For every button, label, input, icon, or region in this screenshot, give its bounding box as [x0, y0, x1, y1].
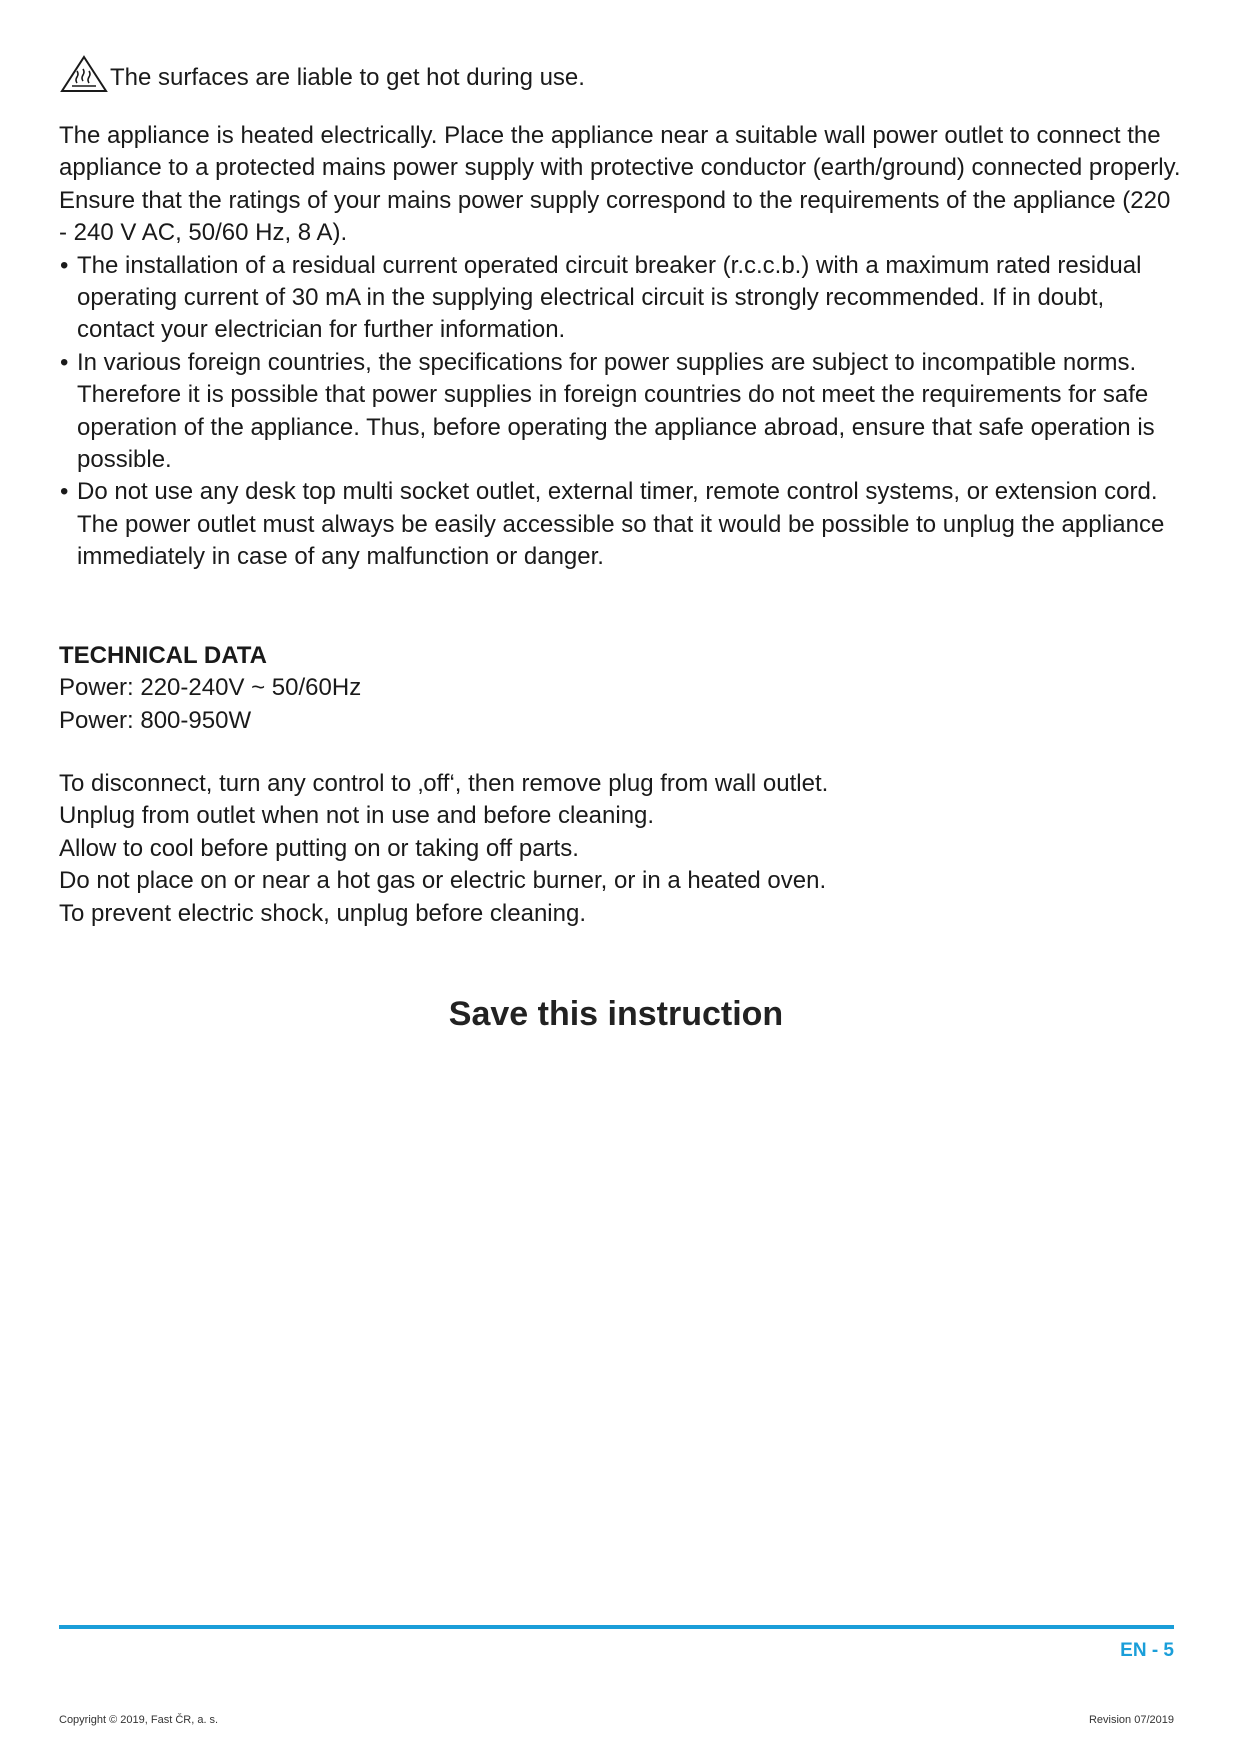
power-supply-line: Power: 220-240V ~ 50/60Hz	[59, 674, 362, 702]
hot-surface-warning-icon	[59, 54, 109, 94]
manual-page	[59, 0, 1183, 1754]
usage-notes	[59, 768, 828, 930]
copyright-text: Copyright © 2019, Fast ČR, a. s.	[59, 1714, 219, 1726]
safety-bullet-list	[59, 250, 1183, 574]
technical-data-section	[59, 640, 361, 737]
revision-text: Revision 07/2019	[1088, 1714, 1174, 1726]
note-line: To prevent electric shock, unplug before cleaning.	[59, 899, 586, 927]
list-item	[59, 250, 1183, 347]
footer-divider	[59, 1625, 1174, 1629]
note-line: Unplug from outlet when not in use and before cleaning.	[59, 802, 655, 830]
bullet-text: Do not use any desk top multi socket outlet, external timer, remote control systems, or extension cord. The power outlet must always be easily accessible so that it would be possible to unplug the appliance immediately in case of any malfunction or danger.	[77, 478, 1165, 571]
ratings-paragraph: Ensure that the ratings of your mains power supply correspond to the requirements of the appliance (220 - 240 V AC, 50/60 Hz, 8 A).	[59, 186, 1171, 247]
hot-surface-warning	[59, 58, 585, 94]
list-item	[59, 347, 1183, 477]
intro-paragraph: The appliance is heated electrically. Place the appliance near a suitable wall power outlet to connect the appliance to a protected mains power supply with protective conductor (earth/ground) connected properly.	[59, 122, 1181, 182]
bullet-text: In various foreign countries, the specifications for power supplies are subject to incompatible norms. Therefore it is possible that power supplies in foreign countries do not meet the requirements for safe operation of the appliance. Thus, before operating the appliance abroad, ensure that safe operation is possible.	[77, 348, 1155, 474]
hot-surface-warning-text: The surfaces are liable to get hot during use.	[110, 64, 585, 91]
note-line: Do not place on or near a hot gas or electric burner, or in a heated oven.	[59, 867, 827, 895]
page-number: EN - 5	[1120, 1640, 1174, 1661]
bullet-text: The installation of a residual current operated circuit breaker (r.c.c.b.) with a maximum rated residual operating current of 30 mA in the supplying electrical circuit is strongly recommended. If in doubt, contact your electrician for further information.	[77, 251, 1142, 344]
safety-instructions	[59, 120, 1183, 574]
bullet-dot: •	[60, 348, 69, 376]
note-line: To disconnect, turn any control to ‚off‘, then remove plug from wall outlet.	[59, 770, 829, 797]
note-line: Allow to cool before putting on or taking off parts.	[59, 834, 579, 862]
bullet-dot: •	[60, 478, 69, 506]
power-wattage-line: Power: 800-950W	[59, 706, 252, 734]
bullet-dot: •	[60, 251, 69, 279]
list-item	[59, 476, 1183, 573]
technical-data-heading: TECHNICAL DATA	[59, 642, 267, 669]
save-instruction-title: Save this instruction	[448, 995, 784, 1033]
